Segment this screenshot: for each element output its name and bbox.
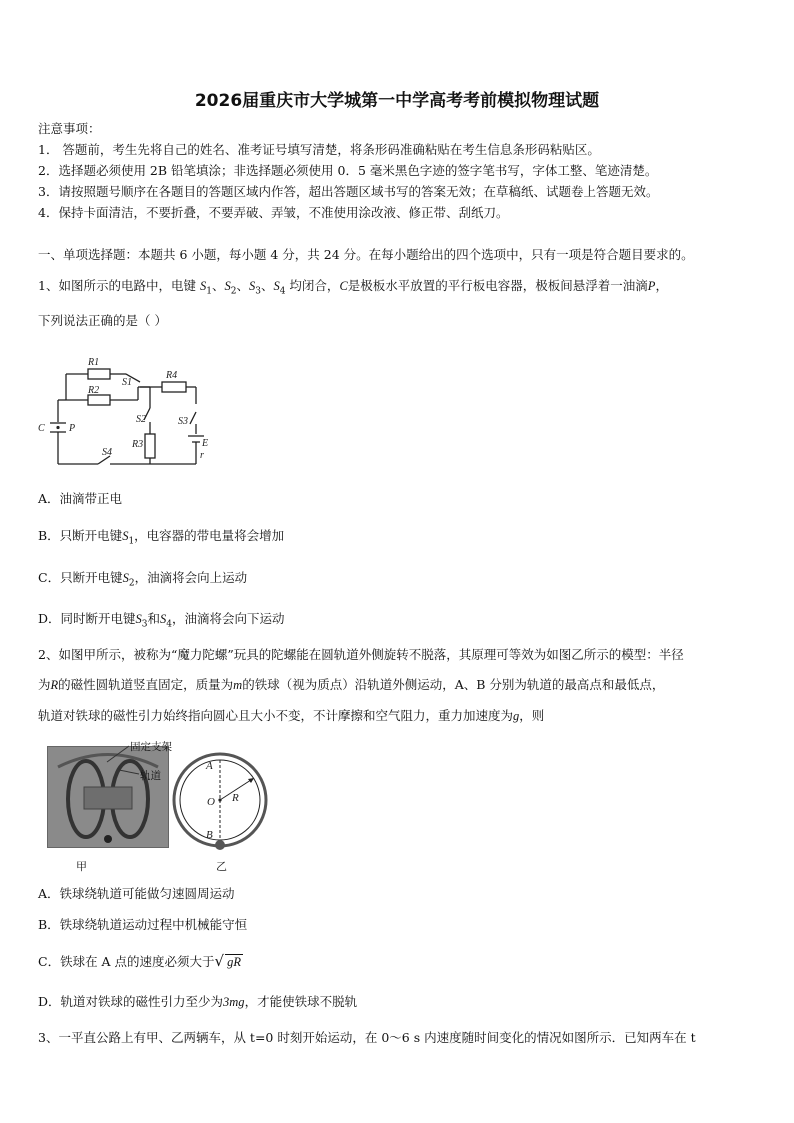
q2-option-d: D．轨道对铁球的磁性引力至少为3mg，才能使铁球不脱轨 [38,994,358,1009]
svg-text:乙: 乙 [216,860,227,873]
iron-ball-icon [215,840,225,850]
label-jia: 甲 [76,860,87,873]
svg-text:S2: S2 [136,414,146,425]
svg-text:S3: S3 [178,416,188,427]
q2-line3: 轨道对铁球的磁性引力始终指向圆心且大小不变，不计摩擦和空气阻力，重力加速度为g，则 [38,708,545,723]
svg-text:A: A [206,760,213,772]
q2-line1: 2、如图甲所示，被称为“魔力陀螺”玩具的陀螺能在圆轨道外侧旋转不脱落，其原理可等效为如图乙所示的模型：半径 [38,647,684,662]
q1-option-c: C．只断开电键$S_2$，油滴将会向上运动 [38,570,248,589]
q2-option-c: C．铁球在 A 点的速度必须大于√ gR [38,952,241,970]
svg-text:C: C [38,423,45,434]
svg-text:E: E [202,438,209,449]
svg-text:R1: R1 [88,357,100,368]
page-title: 2026届重庆市大学城第一中学高考考前模拟物理试题 [194,91,600,111]
svg-text:R2: R2 [88,385,100,396]
q1-stem: 1、如图所示的电路中，电键 $S_1$、$S_2$、$S_3$、$S_4$ 均闭合，C是极板水平放置的平行板电容器，极板间悬浮着一油滴P， [38,278,668,297]
label-fixed-bracket: 固定支架 [130,741,172,753]
svg-text:R3: R3 [132,439,144,450]
notice-item-3: 3．请按照题号顺序在各题目的答题区域内作答，超出答题区域书写的答案无效；在草稿纸、试题卷上答题无效。 [38,184,659,199]
q2-line2: 为R的磁性圆轨道竖直固定，质量为m的铁球（视为质点）沿轨道外侧运动，A、B 分别为轨道的最高点和最低点， [38,677,665,692]
q2-option-b: B．铁球绕轨道运动过程中机械能守恒 [38,917,248,932]
label-track: 轨道 [140,770,161,782]
oil-drop-icon [56,426,59,429]
q2-option-a: A．铁球绕轨道可能做匀速圆周运动 [38,886,235,901]
circular-track-diagram [172,748,272,874]
pointer-lines [105,740,145,780]
svg-text:B: B [206,829,213,841]
section-heading: 一、单项选择题：本题共 6 小题，每小题 4 分，共 24 分。在每小题给出的四个选项中，只有一项是符合题目要求的。 [38,247,694,262]
q1-line2: 下列说法正确的是（ ） [38,313,167,328]
notice-item-2: 2．选择题必须使用 2B 铅笔填涂；非选择题必须使用 0．5 毫米黑色字迹的签字笔书写，字体工整、笔迹清楚。 [38,163,658,178]
svg-text:S1: S1 [122,377,132,388]
q1-option-b: B．只断开电键$S_1$，电容器的带电量将会增加 [38,528,285,547]
svg-text:R: R [232,792,239,804]
svg-text:R4: R4 [166,370,178,381]
q1-option-a: A．油滴带正电 [38,491,123,506]
svg-text:S4: S4 [102,447,112,458]
notice-item-1: 1． 答题前，考生先将自己的姓名、准考证号填写清楚，将条形码准确粘贴在考生信息条形码粘贴区。 [38,142,600,157]
notice-item-4: 4．保持卡面清洁，不要折叠，不要弄破、弄皱，不准使用涂改液、修正带、刮纸刀。 [38,205,509,220]
svg-text:O: O [207,796,215,808]
svg-text:P: P [69,423,76,434]
svg-text:r: r [200,450,204,461]
notice-heading: 注意事项： [38,121,101,136]
circuit-diagram [38,352,218,474]
q3-line1: 3、一平直公路上有甲、乙两辆车，从 t=0 时刻开始运动，在 0～6 s 内速度随时间变化的情况如图所示．已知两车在 t [38,1030,696,1045]
q1-option-d: D．同时断开电键$S_3$和$S_4$，油滴将会向下运动 [38,611,285,630]
